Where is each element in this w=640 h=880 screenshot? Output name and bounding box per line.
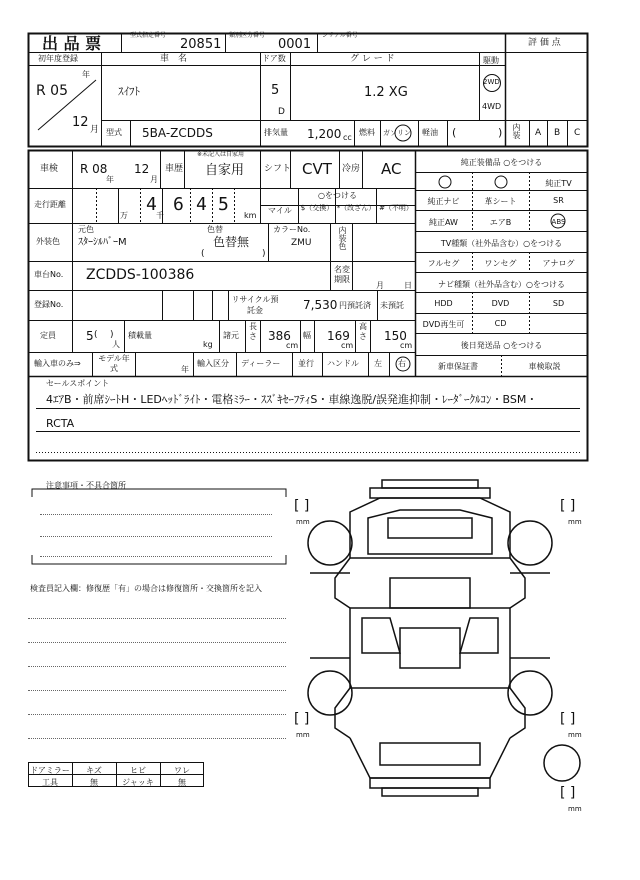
first-reg-label: 初年度登録 <box>38 54 78 63</box>
legend-crack: ヒビ <box>130 766 146 775</box>
navi-hdd[interactable]: HDD <box>434 299 453 308</box>
ac-label: 冷房 <box>342 164 361 174</box>
drive-4wd[interactable]: 4WD <box>482 102 502 111</box>
inspection-month: 12 <box>134 162 150 176</box>
capacity-bracket-open: ( <box>94 330 98 340</box>
equip-aw[interactable]: 純正AW <box>429 218 458 227</box>
capacity-unit: 人 <box>112 340 120 349</box>
color-label: 色替 <box>207 225 223 234</box>
odo-note: ○をつける <box>318 191 357 200</box>
model-value: 5BA-ZCDDS <box>142 126 213 140</box>
grade-c[interactable]: C <box>574 128 581 138</box>
capacity-value: 5 <box>86 329 94 343</box>
eval-label: 評 価 点 <box>528 38 561 48</box>
doors-value: 5 <box>271 83 280 98</box>
color-bracket-close: ) <box>262 249 266 259</box>
sales-line-1: 4ｴｱB・前席ｼｰﾄH・LEDﾍｯﾄﾞﾗｲﾄ・電格ﾐﾗｰ・ｽｽﾞｷｾｰﾌﾃｨS・車線逸脱/誤発進抑制・ﾚｰﾀﾞｰｸﾙｺﾝ・BSM・ <box>46 393 538 406</box>
dims-label: 諸元 <box>223 331 239 340</box>
tv-title: TV種類（社外品含む）○をつける <box>440 239 563 248</box>
ac-value: AC <box>381 160 402 178</box>
handle-left[interactable]: 左 <box>374 359 382 368</box>
inspector-line[interactable] <box>28 618 286 619</box>
mm-label: mm <box>568 731 582 739</box>
grade-b[interactable]: B <box>554 128 561 138</box>
displacement-value: 1,200 <box>307 127 342 141</box>
length-unit: cm <box>286 341 299 350</box>
notes-line[interactable] <box>40 514 272 515</box>
width-value: 169 <box>327 329 350 343</box>
tire-depth-bracket-rr[interactable]: [ ] <box>560 711 576 727</box>
equip-title: 純正装備品 ○をつける <box>460 158 543 167</box>
door-type: D <box>278 107 285 117</box>
equip-tv[interactable]: 純正TV <box>545 179 572 188</box>
fuel-gasoline[interactable]: ガソリン <box>383 129 411 137</box>
handle-label: ハンドル <box>327 359 359 368</box>
name-change-label: 名変期限 <box>334 265 350 284</box>
nc-month-unit: 月 <box>376 281 384 290</box>
recycle-unit: 円 <box>339 301 347 310</box>
history-value: 自家用 <box>205 163 245 178</box>
notes-line[interactable] <box>40 536 272 537</box>
car-name-label: 車 名 <box>160 54 188 64</box>
inspector-line[interactable] <box>28 666 286 667</box>
navi-title: ナビ種類（社外品含む）○をつける <box>438 280 565 289</box>
color-change-value: 色替無 <box>213 235 250 249</box>
width-unit: cm <box>341 341 354 350</box>
odo-exchange[interactable]: $（交換） <box>300 204 334 212</box>
tire-depth-bracket-rl[interactable]: [ ] <box>294 711 310 727</box>
tv-analog[interactable]: アナログ <box>542 259 575 268</box>
first-reg-era: R 05 <box>36 83 68 99</box>
class-no-value: 0001 <box>278 37 312 52</box>
mile-label[interactable]: マイル <box>268 206 292 215</box>
legend-jack: ジャッキ <box>122 778 154 787</box>
tire-depth-bracket-fr[interactable]: [ ] <box>560 498 576 514</box>
mileage-man: 万 <box>120 211 128 220</box>
recycle-value: 7,530 <box>303 298 338 312</box>
model-year-label: モデル年式 <box>98 354 130 373</box>
recycle-unpaid[interactable]: 未預託 <box>380 301 404 310</box>
sales-label: セールスポイント <box>46 379 110 388</box>
inspection-value: R 08 <box>80 162 108 176</box>
form-title: 出 品 票 <box>42 34 102 53</box>
history-note: ※未記入は自家用 <box>197 151 245 158</box>
legend-jack-value: 無 <box>178 778 186 787</box>
drive-label: 駆動 <box>483 56 499 65</box>
mileage-digit: 5 <box>218 194 229 215</box>
notes-title: 注意事項・不具合箇所 <box>46 481 126 490</box>
tire-depth-bracket-fl[interactable]: [ ] <box>294 498 310 514</box>
later-manual[interactable]: 車検取説 <box>528 362 561 371</box>
load-label: 積載量 <box>128 331 152 340</box>
tv-fullseg[interactable]: フルセグ <box>427 259 460 268</box>
tire-depth-bracket-spare[interactable]: [ ] <box>560 785 576 801</box>
import-class-label: 輸入区分 <box>197 359 229 368</box>
first-reg-month-unit: 月 <box>90 125 100 135</box>
inspector-line[interactable] <box>28 690 286 691</box>
mileage-km: km <box>244 211 257 220</box>
handle-right[interactable]: 右 <box>398 359 406 368</box>
tv-oneseg[interactable]: ワンセグ <box>484 259 517 268</box>
inspector-note: 検査員記入欄：修復歴「有」の場合は修復箇所・交換箇所を記入 <box>30 584 262 593</box>
fuel-label: 燃料 <box>359 128 375 137</box>
capacity-label: 定員 <box>40 331 56 340</box>
serial-label: シリアル番号 <box>322 32 358 39</box>
length-value: 386 <box>268 329 291 343</box>
mm-label: mm <box>296 731 310 739</box>
import-parallel[interactable]: 並行 <box>298 359 314 368</box>
recycle-label: リサイクル預託金 <box>231 295 279 315</box>
type-no-value: 20851 <box>180 37 222 52</box>
mileage-sen: 千 <box>156 211 164 220</box>
odo-tampered[interactable]: *（改ざん） <box>336 204 376 212</box>
odo-unknown[interactable]: #（不明） <box>379 204 413 212</box>
type-no-label: 型式指定番号 <box>130 32 167 39</box>
car-damage-diagram[interactable] <box>290 478 610 808</box>
navi-sd[interactable]: SD <box>552 299 565 308</box>
int-color-label: 内装色 <box>338 226 347 250</box>
height-value: 150 <box>384 329 407 343</box>
inspection-label: 車検 <box>40 164 59 174</box>
color-no-label: カラーNo. <box>273 225 311 234</box>
diesel-bracket-open: ( <box>452 126 457 139</box>
import-dealer[interactable]: ディーラー <box>241 359 281 368</box>
car-name-value: ｽｲﾌﾄ <box>118 85 140 98</box>
color-no-value: ZMU <box>291 238 312 248</box>
class-no-label: 類別区分番号 <box>229 32 266 39</box>
later-title: 後日発送品 ○をつける <box>460 341 543 350</box>
equip-airbag[interactable]: エアB <box>489 218 512 227</box>
model-label: 型式 <box>106 128 122 137</box>
sales-line-2: RCTA <box>46 417 75 430</box>
width-label: 幅 <box>303 331 311 340</box>
notes-line[interactable] <box>40 556 272 557</box>
height-label: 高さ <box>359 322 367 341</box>
height-unit: cm <box>400 341 413 350</box>
inspection-month-unit: 月 <box>150 175 158 184</box>
first-reg-month: 12 <box>72 115 89 130</box>
mm-label: mm <box>296 518 310 526</box>
orig-color-value: ｽﾀｰｼﾙﾊﾞｰM <box>78 237 127 248</box>
inspector-line[interactable] <box>28 738 286 739</box>
grade-label: グ レ ー ド <box>350 54 395 64</box>
load-unit: kg <box>203 340 213 349</box>
chassis-label: 車台No. <box>34 270 64 279</box>
dvd-play[interactable]: DVD再生可 <box>422 320 465 329</box>
orig-color-label: 元色 <box>78 225 94 234</box>
inspector-line[interactable] <box>28 714 286 715</box>
color-bracket-open: ( <box>201 249 205 259</box>
legend-break: ワレ <box>174 766 190 775</box>
cd[interactable]: CD <box>494 319 507 328</box>
nc-day-unit: 日 <box>404 281 412 290</box>
mm-label: mm <box>568 518 582 526</box>
import-label: 輸入車のみ⇒ <box>34 359 81 368</box>
mileage-digit: 6 <box>173 194 184 215</box>
first-reg-year-unit: 年 <box>82 70 90 79</box>
doors-label: ドア数 <box>262 54 286 63</box>
diesel-bracket-close: ) <box>498 126 503 139</box>
drive-2wd[interactable]: 2WD <box>483 78 500 86</box>
capacity-bracket-close: ) <box>110 330 114 340</box>
diesel-label[interactable]: 軽油 <box>422 128 438 137</box>
mileage-label: 走行距離 <box>34 200 66 209</box>
model-year-unit: 年 <box>181 365 189 374</box>
legend-mirror: ドアミラー <box>30 766 70 775</box>
mileage-digit: 4 <box>146 194 157 215</box>
length-label: 長さ <box>249 322 257 341</box>
legend-scratch: キズ <box>86 766 102 775</box>
equip-abs[interactable]: ABS <box>551 218 566 226</box>
chassis-value: ZCDDS-100386 <box>86 267 195 283</box>
mm-label: mm <box>568 805 582 813</box>
interior-label: 内装 <box>512 123 521 139</box>
navi-dvd[interactable]: DVD <box>491 299 510 308</box>
equip-navi[interactable]: 純正ナビ <box>427 197 460 206</box>
grade-a[interactable]: A <box>535 128 542 138</box>
grade-value: 1.2 XG <box>364 85 408 100</box>
inspector-line[interactable] <box>28 642 286 643</box>
equip-sr[interactable]: SR <box>553 196 564 205</box>
ext-color-label: 外装色 <box>36 237 60 246</box>
recycle-status[interactable]: 預託済 <box>347 301 371 310</box>
displacement-label: 排気量 <box>264 128 288 137</box>
mileage-digit: 4 <box>196 194 207 215</box>
reg-label: 登録No. <box>34 300 64 309</box>
shift-value: CVT <box>302 160 332 178</box>
inspection-year-unit: 年 <box>106 175 114 184</box>
legend-tools: 工具 <box>42 778 58 787</box>
history-label: 車歴 <box>165 164 184 174</box>
equip-leather[interactable]: 革シート <box>484 197 517 206</box>
legend-tools-value: 無 <box>90 778 98 787</box>
shift-label: シフト <box>264 164 292 174</box>
displacement-unit: cc <box>343 133 352 142</box>
later-warranty[interactable]: 新車保証書 <box>438 362 478 371</box>
